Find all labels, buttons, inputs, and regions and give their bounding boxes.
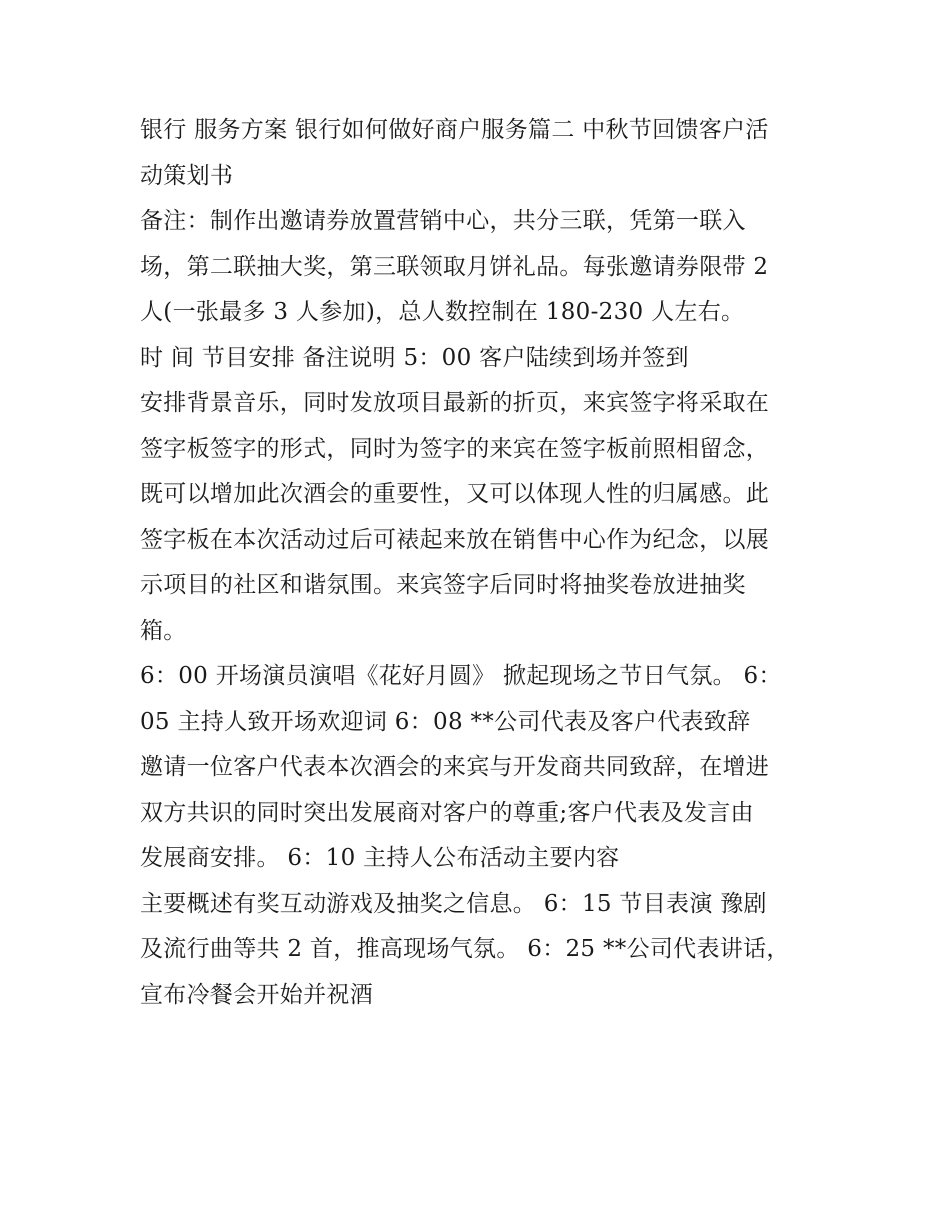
text-line: 动策划书 [140,162,234,189]
text-line: 银行 服务方案 银行如何做好商户服务篇二 中秋节回馈客户活 [140,117,769,143]
text-line: 示项目的社区和谐氛围。来宾签字后同时将抽奖卷放进抽奖 [140,572,746,598]
text-line: 人(一张最多 3 人参加)，总人数控制在 180-230 人左右。 [140,299,745,325]
text-line: 备注：制作出邀请券放置营销中心，共分三联，凭第一联入 [140,208,746,234]
text-line: 邀请一位客户代表本次酒会的来宾与开发商共同致辞，在增进 [140,754,770,780]
text-line: 及流行曲等共 2 首，推高现场气氛。 6：25 **公司代表讲话， [140,936,790,962]
text-line: 签字板签字的形式，同时为签字的来宾在签字板前照相留念， [140,435,770,462]
document-body [140,108,830,1018]
text-line: 箱。 [140,617,187,644]
text-line: 安排背景音乐，同时发放项目最新的折页，来宾签字将采取在 [140,390,770,416]
text-line: 宣布冷餐会开始并祝酒 [140,981,373,1008]
text-line: 6：00 开场演员演唱《花好月圆》 掀起现场之节日气氛。 6： [140,663,782,689]
text-line: 场，第二联抽大奖，第三联领取月饼礼品。每张邀请券限带 2 [140,253,769,280]
text-line: 主要概述有奖互动游戏及抽奖之信息。 6：15 节目表演 豫剧 [140,890,767,917]
text-line: 05 主持人致开场欢迎词 6：08 **公司代表及客户代表致辞 [140,708,751,735]
text-line: 双方共识的同时突出发展商对客户的尊重;客户代表及发言由 [140,799,754,826]
text-line: 时 间 节目安排 备注说明 5：00 客户陆续到场并签到 [140,344,689,371]
text-line: 既可以增加此次酒会的重要性，又可以体现人性的归属感。此 [140,481,770,507]
text-line: 签字板在本次活动过后可裱起来放在销售中心作为纪念，以展 [140,526,770,553]
text-line: 发展商安排。 6：10 主持人公布活动主要内容 [140,845,620,871]
